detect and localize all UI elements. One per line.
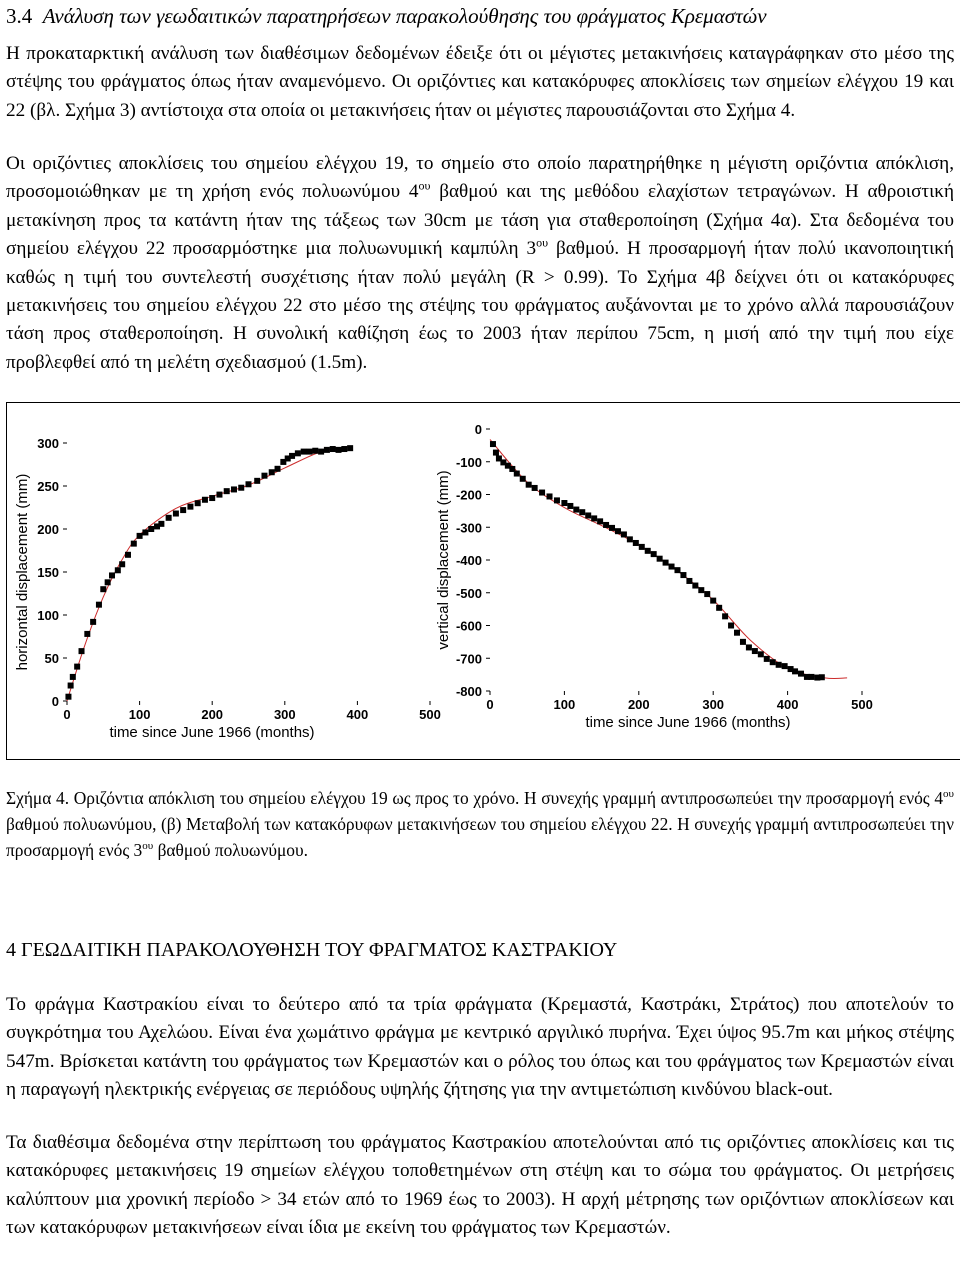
x-tick-label: 0 [486, 697, 494, 712]
data-point [776, 662, 782, 668]
figure-4 [6, 402, 960, 760]
data-point [554, 497, 560, 503]
data-point [579, 509, 585, 515]
x-tick-label: 300 [702, 697, 725, 712]
data-point [301, 449, 307, 455]
data-point [680, 572, 686, 578]
data-point [692, 583, 698, 589]
data-point [728, 623, 734, 629]
data-point [657, 556, 663, 562]
x-tick-label: 500 [851, 697, 873, 712]
data-point [109, 572, 115, 578]
data-point [734, 630, 740, 636]
data-point [819, 674, 825, 680]
fit-curve [490, 440, 847, 679]
data-point [547, 493, 553, 499]
data-point [764, 656, 770, 662]
para2-text-b: βαθμού και της μεθόδου ελαχίστων τετραγώνων. Η αθροιστική μετακίνηση προς τα κατάντη ήταν της τάξεως των 30cm με τάση για σταθεροποίηση (Σχήμα 4α). Στα δεδομένα του σημείου ελέγχου 22 προσαρμόστηκε μια πολυωνυμική καμπύλη 3 [6, 181, 954, 260]
chapter-heading: 4 ΓΕΩΔΑΙΤΙΚΗ ΠΑΡΑΚΟΛΟΥΘΗΣΗ ΤΟΥ ΦΡΑΓΜΑΤΟΣ ΚΑΣΤΡΑΚΙΟΥ [6, 939, 618, 961]
data-point [269, 469, 275, 475]
data-point [65, 694, 71, 700]
data-point [615, 528, 621, 534]
y-tick-label: -800 [455, 684, 482, 699]
data-point [195, 500, 201, 506]
data-point [148, 526, 154, 532]
data-point [216, 492, 222, 498]
para2-text-c: βαθμού. Η προσαρμογή ήταν πολύ ικανοποιητική καθώς η τιμή του συντελεστή συσχέτισης ήταν πολύ μεγάλη (R > 0.99). Το Σχήμα 4β δείχνει ότι οι κατακόρυφες μετακινήσεις του σημείου ελέγχου 22 στο μέσο της στέψης του φράγματος αυξάνονται με το χρόνο αλλά παρουσιάζουν τάση προς σταθεροποίηση. Η συνολική καθίζηση έως το 2003 ήταν περίπου 75cm, η μισή από την τιμή που είχε προβλεφθεί από τη μελέτη σχεδιασμού (1.5m). [6, 238, 955, 373]
data-point [79, 648, 85, 654]
y-tick-label: 300 [37, 436, 59, 451]
data-point [173, 511, 179, 517]
caption-text-c: βαθμού πολυωνύμου. [153, 840, 308, 860]
data-point [105, 579, 111, 585]
x-tick-label: 200 [627, 697, 650, 712]
data-point [621, 531, 627, 537]
data-point [782, 663, 788, 669]
data-point [798, 671, 804, 677]
x-tick-label: 300 [273, 707, 296, 722]
data-point [526, 482, 532, 488]
data-point [312, 448, 318, 454]
y-axis-label: horizontal displacement (mm) [14, 473, 31, 671]
data-point [318, 449, 324, 455]
data-point [490, 441, 496, 447]
y-tick-label: -700 [455, 651, 482, 667]
data-point [698, 587, 704, 593]
data-point [669, 564, 675, 570]
data-point [336, 447, 342, 453]
x-tick-label: 100 [553, 697, 576, 712]
data-point [131, 541, 137, 547]
data-point [261, 473, 267, 479]
y-tick-label: -400 [455, 553, 482, 568]
data-point [532, 485, 538, 491]
para2-sup-1: ου [418, 179, 431, 194]
data-point [231, 486, 237, 492]
data-point [704, 591, 710, 597]
data-point [752, 648, 758, 654]
y-tick-label: 150 [37, 565, 59, 580]
section-heading [6, 2, 954, 30]
data-point [651, 551, 657, 557]
x-tick-label: 400 [346, 707, 369, 722]
data-point [792, 668, 798, 674]
data-point [238, 485, 244, 491]
y-tick-label: -600 [455, 618, 482, 634]
data-point [224, 488, 230, 494]
data-point [573, 507, 579, 513]
data-point [246, 481, 252, 487]
data-point [746, 644, 752, 650]
data-point [70, 674, 76, 680]
y-tick-label: -300 [455, 520, 482, 536]
data-point [663, 560, 669, 566]
data-point [100, 586, 106, 592]
data-point [275, 466, 281, 472]
y-tick-label: 0 [474, 422, 482, 437]
para2-text-a: Οι οριζόντιες αποκλίσεις του σημείου ελέγχου 19, το σημείο στο οποίο παρατηρήθηκε η μέγιστη οριζόντια απόκλιση, προσομοιώθηκαν με τη χρήση ενός πολυωνύμου 4 [6, 153, 954, 203]
y-tick-label: -500 [455, 585, 482, 601]
data-point [686, 578, 692, 584]
caption-text-a: Σχήμα 4. Οριζόντια απόκλιση του σημείου ελέγχου 19 ως προς το χρόνο. Η συνεχής γραμμή αντιπροσωπεύει την προσαρμογή ενός 4 [6, 788, 944, 808]
y-tick-label: 100 [37, 608, 59, 623]
data-point [324, 447, 330, 453]
data-point [561, 500, 567, 506]
paragraph-kastraki-data: Τα διαθέσιμα δεδομένα στην περίπτωση του φράγματος Καστρακίου αποτελούνται από τις οριζόντιες αποκλίσεις και τις κατακόρυφες μετακινήσεις 19 σημείων ελέγχου τοποθετημένων στη στέψη και το σώμα του φράγματος. Οι μετρήσεις καλύπτουν μια χρονική περίοδο > 34 ετών από το 1969 έως το 2003). Η αρχή μέτρησης των οριζόντιων αποκλίσεων και των κατακόρυφων μετακινήσεων είναι ίδια με εκείνη του φράγματος των Κρεμαστών. [6, 1132, 954, 1239]
y-tick-label: 250 [37, 479, 59, 494]
data-point [341, 446, 347, 452]
data-point [808, 674, 814, 680]
data-point [639, 544, 645, 550]
data-point [209, 495, 215, 501]
data-point [609, 525, 615, 531]
data-point [710, 598, 716, 604]
data-point [520, 476, 526, 482]
x-tick-label: 500 [419, 707, 441, 722]
data-point [493, 450, 499, 456]
x-axis-label: time since June 1966 (months) [585, 714, 791, 731]
x-tick-label: 200 [201, 707, 224, 722]
data-point [514, 471, 520, 477]
data-point [166, 515, 172, 521]
y-tick-label: -100 [455, 454, 482, 470]
data-point [306, 449, 312, 455]
y-tick-label: 50 [44, 651, 59, 666]
data-point [289, 453, 295, 459]
data-point [202, 497, 208, 503]
data-point [125, 552, 131, 558]
data-point [633, 540, 639, 546]
data-point [90, 619, 96, 625]
data-point [585, 512, 591, 518]
data-point [330, 446, 336, 452]
data-point [115, 567, 121, 573]
data-point [770, 659, 776, 665]
x-tick-label: 400 [776, 697, 799, 712]
data-point [347, 445, 353, 451]
x-tick-label: 100 [128, 707, 151, 722]
data-point [158, 521, 164, 527]
y-axis-label: vertical displacement (mm) [435, 470, 452, 650]
section-number: 3.4 [6, 4, 33, 28]
paragraph-intro: Η προκαταρκτική ανάλυση των διαθέσιμων δεδομένων έδειξε ότι οι μέγιστες μετακινήσεις καταγράφηκαν στο μέσο της στέψης του φράγματος όπως ήταν αναμενόμενο. Οι οριζόντιες και κατακόρυφες αποκλίσεις των σημείων ελέγχου 19 και 22 (βλ. Σχήμα 3) αντίστοιχα στα οποία οι μετακινήσεις ήταν οι μέγιστες παρουσιάζονται στο Σχήμα 4. [6, 43, 954, 121]
data-point [603, 522, 609, 528]
x-axis-label: time since June 1966 (months) [109, 724, 315, 741]
caption-sup-2: ου [142, 840, 154, 853]
data-point [68, 683, 74, 689]
figure-caption [6, 785, 954, 863]
data-point [722, 613, 728, 619]
caption-text-b: βαθμού πολυωνύμου, (β) Μεταβολή των κατακόρυφων μετακινήσεων του σημείου ελέγχου 22. Η συνεχής γραμμή αντιπροσωπεύει την προσαρμογή ενός 3 [6, 814, 954, 860]
paragraph-kastraki-description: Το φράγμα Καστρακίου είναι το δεύτερο από τα τρία φράγματα (Κρεμαστά, Καστράκι, Στράτος) που αποτελούν το συγκρότημα του Αχελώου. Είναι ένα χωμάτινο φράγμα με κεντρικό αργιλικό πυρήνα. Έχει ύψος 95.7m και μήκος στέψης 547m. Βρίσκεται κατάντη του φράγματος των Κρεμαστών και ο ρόλος του όπως και του φράγματος των Κρεμαστών είναι η παραγωγή ηλεκτρικής ενέργειας σε περιόδους υψηλής ζήτησης για την αντιμετώπιση κινδύνου black-out. [6, 994, 954, 1101]
data-point [295, 450, 301, 456]
figure-4-svg [6, 402, 960, 760]
data-point [740, 639, 746, 645]
data-point [716, 605, 722, 611]
data-point [119, 561, 125, 567]
data-point [254, 478, 260, 484]
chart-vertical-displacement [435, 422, 873, 731]
data-point [645, 548, 651, 554]
caption-sup-1: ου [943, 788, 954, 801]
data-point [539, 490, 545, 496]
data-point [627, 536, 633, 542]
y-tick-label: 200 [37, 522, 59, 537]
data-point [597, 518, 603, 524]
data-point [758, 651, 764, 657]
data-point [142, 529, 148, 535]
data-point [591, 515, 597, 521]
data-point [74, 664, 80, 670]
paragraph-analysis [6, 150, 954, 377]
data-point [137, 533, 143, 539]
y-tick-label: 0 [51, 694, 59, 709]
data-point [96, 602, 102, 608]
data-point [674, 567, 680, 573]
para2-sup-2: ου [536, 235, 549, 250]
x-tick-label: 0 [63, 707, 71, 722]
data-point [180, 507, 186, 513]
y-tick-label: -200 [455, 487, 482, 503]
data-point [187, 504, 193, 510]
data-point [84, 631, 90, 637]
section-title: Ανάλυση των γεωδαιτικών παρατηρήσεων παρακολούθησης του φράγματος Κρεμαστών [42, 4, 767, 28]
chart-horizontal-displacement [14, 436, 441, 741]
data-point [567, 503, 573, 509]
